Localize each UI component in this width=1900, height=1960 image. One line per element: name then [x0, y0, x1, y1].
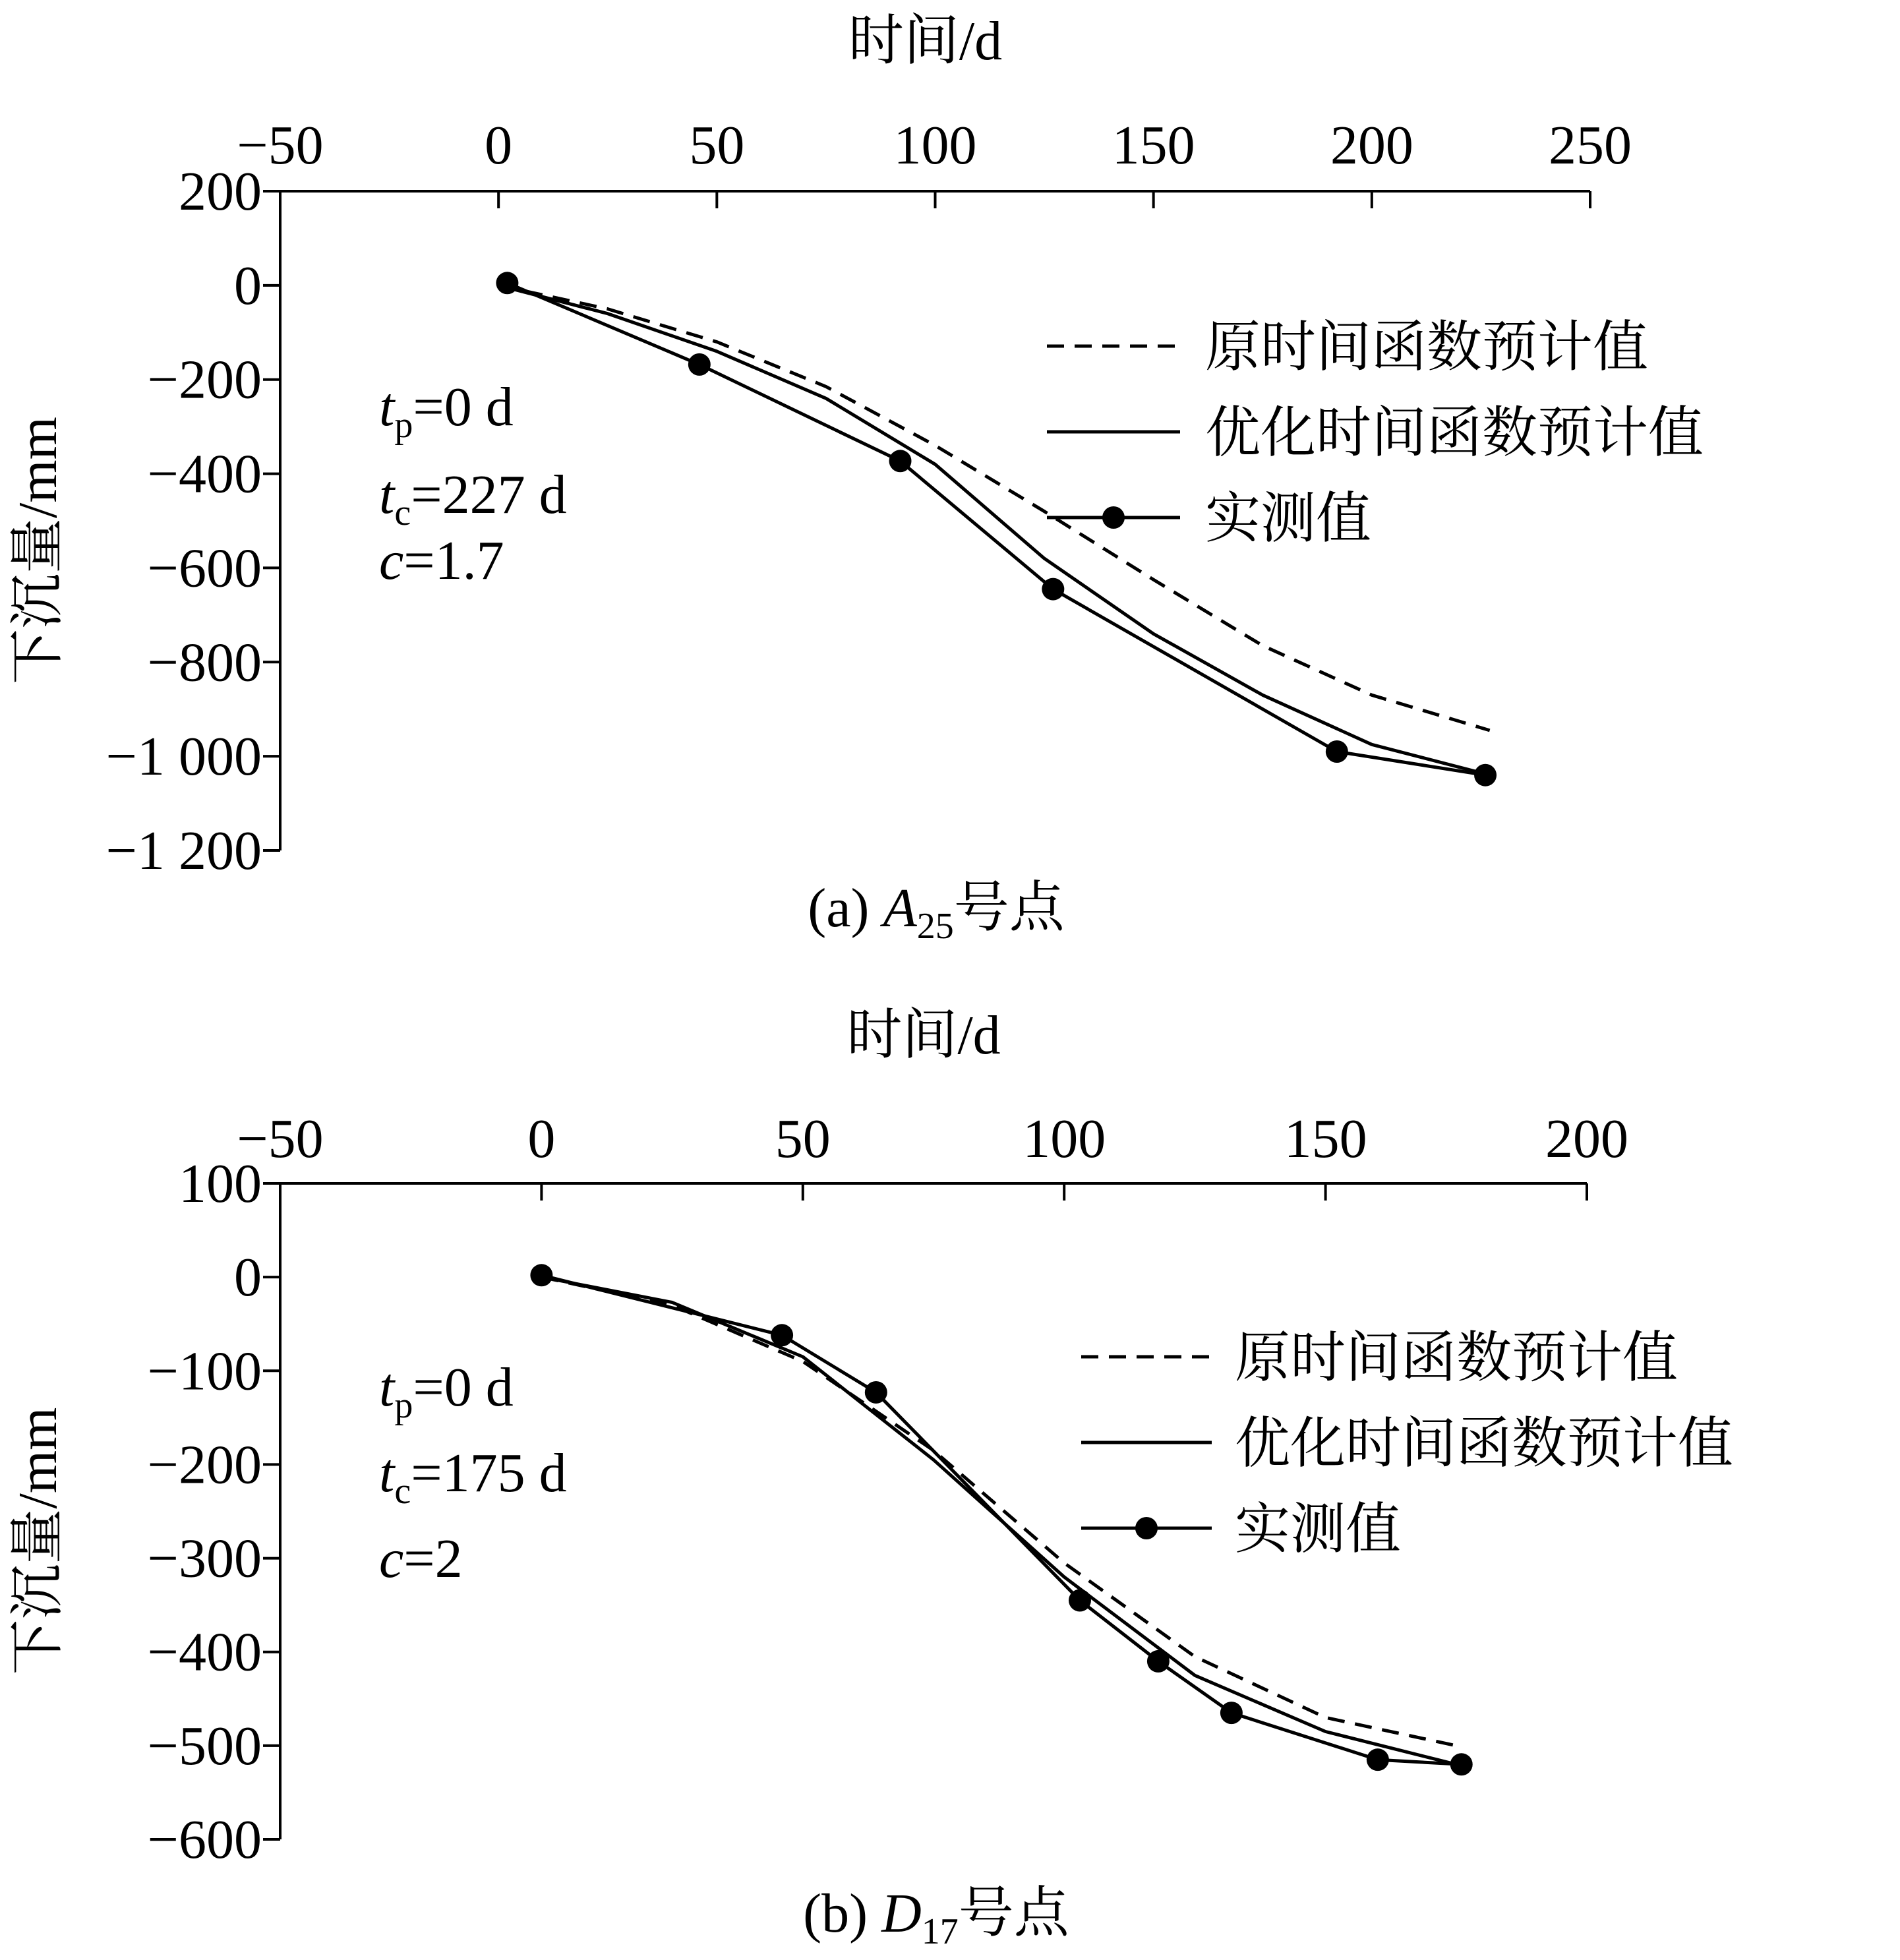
legend-label: 原时间函数预计值 — [1235, 1328, 1678, 1389]
legend-marker — [1102, 506, 1125, 529]
x-tick-label: 150 — [1284, 1108, 1367, 1170]
y-axis-title: 下沉量/mm — [7, 416, 69, 685]
measured-point — [688, 353, 711, 376]
measured-point — [530, 1264, 552, 1286]
x-tick-label: 200 — [1330, 115, 1413, 176]
legend-label: 实测值 — [1205, 489, 1372, 550]
measured-point — [1326, 740, 1348, 763]
caption-suffix: 号点 — [958, 1883, 1069, 1944]
parameter-variable: t — [379, 1442, 395, 1504]
parameter-value: =175 d — [411, 1442, 567, 1504]
measured-point — [496, 272, 518, 294]
parameter-label — [379, 376, 514, 446]
y-tick-label: −600 — [147, 1809, 262, 1870]
y-tick-label: −300 — [147, 1528, 262, 1589]
measured-point — [1042, 578, 1064, 601]
y-tick-label: −400 — [147, 1621, 262, 1683]
y-axis-title: 下沉量/mm — [7, 1407, 69, 1675]
measured-point — [1069, 1589, 1091, 1612]
y-tick-label: 0 — [234, 1247, 262, 1309]
caption-suffix: 号点 — [953, 877, 1065, 939]
parameter-value: =2 — [403, 1528, 463, 1589]
parameter-value: =0 d — [413, 376, 514, 438]
x-tick-label: 50 — [775, 1108, 831, 1170]
x-tick-label: 0 — [485, 115, 513, 176]
parameter-variable: c — [379, 1528, 404, 1589]
x-tick-label: 0 — [527, 1108, 556, 1170]
y-tick-label: −500 — [147, 1715, 262, 1777]
parameter-variable: t — [379, 376, 395, 438]
measured-point — [1220, 1702, 1243, 1724]
measured-point — [1450, 1753, 1473, 1775]
x-tick-label: −50 — [237, 1108, 324, 1170]
measured-point — [1474, 764, 1497, 787]
y-tick-label: −600 — [147, 537, 262, 599]
legend-label: 原时间函数预计值 — [1205, 317, 1649, 378]
y-tick-label: −1 000 — [105, 726, 262, 788]
legend-marker — [1135, 1517, 1158, 1539]
chart-panel-b — [7, 1005, 1733, 1952]
caption-point: D — [881, 1883, 922, 1944]
parameter-value: =1.7 — [403, 530, 504, 591]
legend-label: 实测值 — [1235, 1499, 1402, 1560]
x-tick-label: 250 — [1549, 115, 1632, 176]
parameter-label — [379, 530, 504, 591]
x-tick-label: 100 — [893, 115, 977, 176]
y-tick-label: −800 — [147, 632, 262, 694]
y-tick-label: −100 — [147, 1340, 262, 1402]
parameter-subscript: p — [394, 405, 413, 446]
y-tick-label: 100 — [179, 1153, 262, 1214]
parameter-label — [379, 1528, 463, 1589]
caption-subscript: 17 — [921, 1911, 959, 1952]
x-tick-label: 150 — [1112, 115, 1195, 176]
caption-subscript: 25 — [916, 906, 954, 947]
parameter-variable: t — [379, 464, 395, 525]
measured-point — [1367, 1748, 1389, 1771]
chart-panel-a — [7, 11, 1704, 947]
parameter-label — [379, 464, 567, 533]
measured-point — [865, 1381, 887, 1404]
legend-label: 优化时间函数预计值 — [1235, 1413, 1734, 1475]
parameter-label — [379, 1442, 567, 1512]
measured-point — [771, 1324, 793, 1346]
measured-point — [889, 450, 912, 472]
x-axis-title: 时间/d — [848, 11, 1003, 72]
x-axis-title: 时间/d — [846, 1005, 1001, 1066]
parameter-value: =0 d — [413, 1357, 514, 1418]
caption-prefix: (b) — [803, 1883, 882, 1944]
caption-prefix: (a) — [808, 877, 883, 939]
y-tick-label: −1 200 — [105, 820, 262, 881]
x-tick-label: 100 — [1023, 1108, 1106, 1170]
y-tick-label: 200 — [179, 161, 262, 222]
x-tick-label: 200 — [1545, 1108, 1628, 1170]
panel-caption — [808, 877, 1066, 947]
parameter-subscript: c — [394, 1471, 411, 1512]
y-tick-label: 0 — [234, 254, 262, 316]
y-tick-label: −200 — [147, 1434, 262, 1496]
measured-point — [1147, 1650, 1170, 1673]
parameter-variable: c — [379, 530, 404, 591]
legend-label: 优化时间函数预计值 — [1205, 403, 1704, 464]
parameter-variable: t — [379, 1357, 395, 1418]
panel-caption — [803, 1883, 1071, 1952]
caption-point: A — [883, 877, 917, 939]
parameter-value: =227 d — [411, 464, 567, 525]
parameter-subscript: c — [394, 492, 411, 533]
x-tick-label: −50 — [237, 115, 324, 176]
y-tick-label: −200 — [147, 349, 262, 411]
parameter-label — [379, 1357, 514, 1426]
parameter-subscript: p — [394, 1385, 413, 1426]
y-tick-label: −400 — [147, 443, 262, 505]
x-tick-label: 50 — [689, 115, 745, 176]
